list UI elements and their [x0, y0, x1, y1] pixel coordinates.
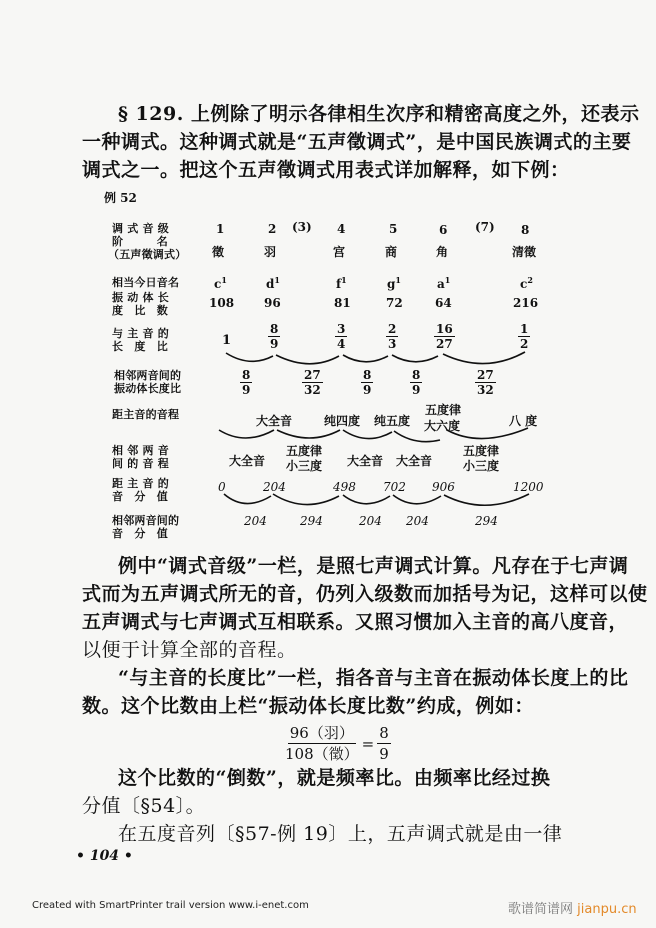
formula-result-denominator: 9 [379, 745, 389, 763]
formula-right [377, 723, 391, 764]
denominator: 32 [477, 383, 494, 397]
p2-line-1: 例中“调式音级”一栏，是照七声调式计算。凡存在于七声调 [118, 555, 629, 577]
formula-left [285, 723, 359, 764]
watermark-cn: 歌谱简谱网 [508, 902, 574, 917]
label-length-1: 振 动 体 长 [112, 291, 169, 304]
p3-line-2: 数。这个比数由上栏“振动体长度比数”约成，例如： [82, 695, 534, 717]
p2-line-2: 式而为五声调式所无的音，仍列入级数而加括号为记，这样可以使 [82, 583, 648, 605]
degree-1: 1 [216, 222, 225, 236]
page-number: • 104 • [76, 848, 133, 864]
label-today: 相当今日音名 [112, 276, 180, 289]
label-length-2: 度 比 数 [112, 304, 168, 317]
name-shang: 商 [385, 245, 398, 259]
label-ratio-adjacent-2: 振动体长度比 [114, 382, 182, 395]
intro-line-2: 一种调式。这种调式就是“五声徵调式”，是中国民族调式的主要 [82, 131, 632, 153]
note-letter: c [214, 277, 222, 291]
denominator: 4 [337, 337, 346, 351]
name-gong: 宫 [333, 245, 346, 259]
denominator: 3 [388, 337, 397, 351]
interval-tonic-6: 八 度 [509, 414, 538, 428]
cents-adj-1: 204 [244, 514, 267, 528]
note-octave: 2 [527, 275, 533, 285]
numerator: 8 [412, 368, 421, 382]
cents-adj-3: 204 [359, 514, 382, 528]
length-72: 72 [386, 296, 403, 310]
example-label: 例 52 [104, 191, 137, 205]
label-interval-tonic: 距主音的音程 [112, 408, 180, 421]
label-ratio-adjacent-1: 相邻两音间的 [114, 369, 182, 382]
interval-adj-3: 大全音 [347, 454, 384, 468]
formula [285, 723, 391, 764]
degree-6: 6 [439, 223, 448, 237]
denominator: 9 [270, 337, 279, 351]
note-octave: 1 [341, 275, 347, 285]
label-interval-adjacent-1: 相 邻 两 音 [112, 444, 169, 457]
cents-adj-5: 294 [475, 514, 498, 528]
numerator: 27 [304, 368, 321, 382]
cents-tonic-498: 498 [333, 480, 356, 494]
note-octave: 1 [221, 275, 227, 285]
intro-line-1: § 129. 上例除了明示各律相生次序和精密高度之外，还表示 [118, 103, 640, 125]
label-degree-3: （五声徵调式） [108, 248, 187, 261]
interval-adj-2-line2: 小三度 [286, 459, 323, 473]
denominator: 27 [436, 337, 453, 351]
label-ratio-tonic-2: 长 度 比 [112, 340, 168, 353]
watermark [508, 898, 637, 917]
length-64: 64 [435, 296, 452, 310]
p2-line-4: 以便于计算全部的音程。 [82, 639, 297, 661]
cents-tonic-702: 702 [383, 480, 406, 494]
label-cents-tonic-2: 音 分 值 [112, 490, 168, 503]
name-yu: 羽 [264, 245, 277, 259]
label-cents-adjacent-1: 相邻两音间的 [112, 514, 180, 527]
interval-adj-2-line1: 五度律 [286, 444, 323, 458]
degree-3: (3) [292, 220, 312, 234]
interval-tonic-5: 大六度 [424, 419, 461, 433]
interval-tonic-1: 大全音 [256, 414, 293, 428]
cents-adj-4: 204 [406, 514, 429, 528]
numerator: 1 [520, 322, 529, 336]
p2-line-3: 五声调式与七声调式互相联系。又照习惯加入主音的高八度音， [82, 611, 629, 633]
label-degree-1: 调 式 音 级 [112, 222, 169, 235]
note-octave: 1 [274, 275, 280, 285]
formula-numerator: 96（羽） [289, 724, 354, 742]
interval-adj-4: 大全音 [396, 454, 433, 468]
watermark-en: jianpu.cn [577, 902, 637, 917]
length-108: 108 [209, 296, 235, 310]
formula-denominator: 108（徵） [285, 745, 359, 763]
ratio-tonic-1: 1 [222, 333, 232, 348]
label-cents-adjacent-2: 音 分 值 [112, 527, 168, 540]
note-letter: g [387, 277, 396, 291]
label-degree-2: 阶 名 [112, 235, 168, 248]
note-letter: a [437, 277, 445, 291]
note-octave: 1 [444, 275, 451, 285]
degree-5: 5 [389, 222, 398, 236]
note-letter: f [336, 277, 342, 291]
formula-result-numerator: 8 [379, 724, 389, 742]
label-ratio-tonic-1: 与 主 音 的 [112, 327, 169, 340]
p4-line-1: 这个比数的“倒数”，就是频率比。由频率比经过换 [118, 767, 551, 789]
interval-adj-1: 大全音 [229, 454, 266, 468]
length-216: 216 [513, 296, 539, 310]
numerator: 2 [388, 322, 397, 336]
label-interval-adjacent-2: 间 的 音 程 [112, 457, 169, 470]
degree-7: (7) [475, 220, 495, 234]
note-octave: 1 [395, 275, 401, 285]
interval-tonic-2: 纯四度 [324, 414, 361, 428]
numerator: 8 [242, 368, 251, 382]
intro-line-3: 调式之一。把这个五声徵调式用表式详加解释，如下例： [82, 159, 570, 181]
numerator: 3 [337, 322, 346, 336]
numerator: 27 [477, 368, 494, 382]
footer-credit: Created with SmartPrinter trail version www.i-enet.com [32, 900, 309, 911]
denominator: 9 [363, 383, 372, 397]
denominator: 2 [520, 337, 529, 351]
p3-line-1: “与主音的长度比”一栏，指各音与主音在振动体长度上的比 [118, 667, 629, 689]
cents-tonic-204: 204 [263, 480, 286, 494]
note-letter: c [520, 277, 528, 291]
denominator: 9 [242, 383, 251, 397]
note-letter: d [266, 277, 275, 291]
degree-2: 2 [268, 222, 277, 236]
degree-8: 8 [521, 223, 530, 237]
cents-adj-2: 294 [300, 514, 323, 528]
interval-adj-5-line1: 五度律 [463, 444, 500, 458]
p5-line-1: 在五度音列〔§57-例 19〕上，五声调式就是由一律 [118, 823, 563, 845]
cents-tonic-0: 0 [218, 480, 226, 494]
equals-sign: = [361, 734, 375, 753]
cents-tonic-906: 906 [432, 480, 455, 494]
p4-line-2: 分值〔§54〕。 [82, 795, 206, 817]
numerator: 8 [270, 322, 279, 336]
degree-4: 4 [337, 222, 346, 236]
label-cents-tonic-1: 距 主 音 的 [112, 477, 169, 490]
numerator: 16 [436, 322, 453, 336]
numerator: 8 [363, 368, 372, 382]
length-81: 81 [334, 296, 351, 310]
name-qingzhi: 清徵 [512, 245, 537, 259]
interval-adj-5-line2: 小三度 [463, 459, 500, 473]
name-jue: 角 [436, 245, 449, 259]
denominator: 9 [412, 383, 421, 397]
interval-tonic-4: 五度律 [425, 403, 462, 417]
denominator: 32 [304, 383, 321, 397]
length-96: 96 [264, 296, 281, 310]
cents-tonic-1200: 1200 [513, 480, 544, 494]
interval-tonic-3: 纯五度 [374, 414, 411, 428]
name-zhi: 徵 [212, 245, 225, 259]
